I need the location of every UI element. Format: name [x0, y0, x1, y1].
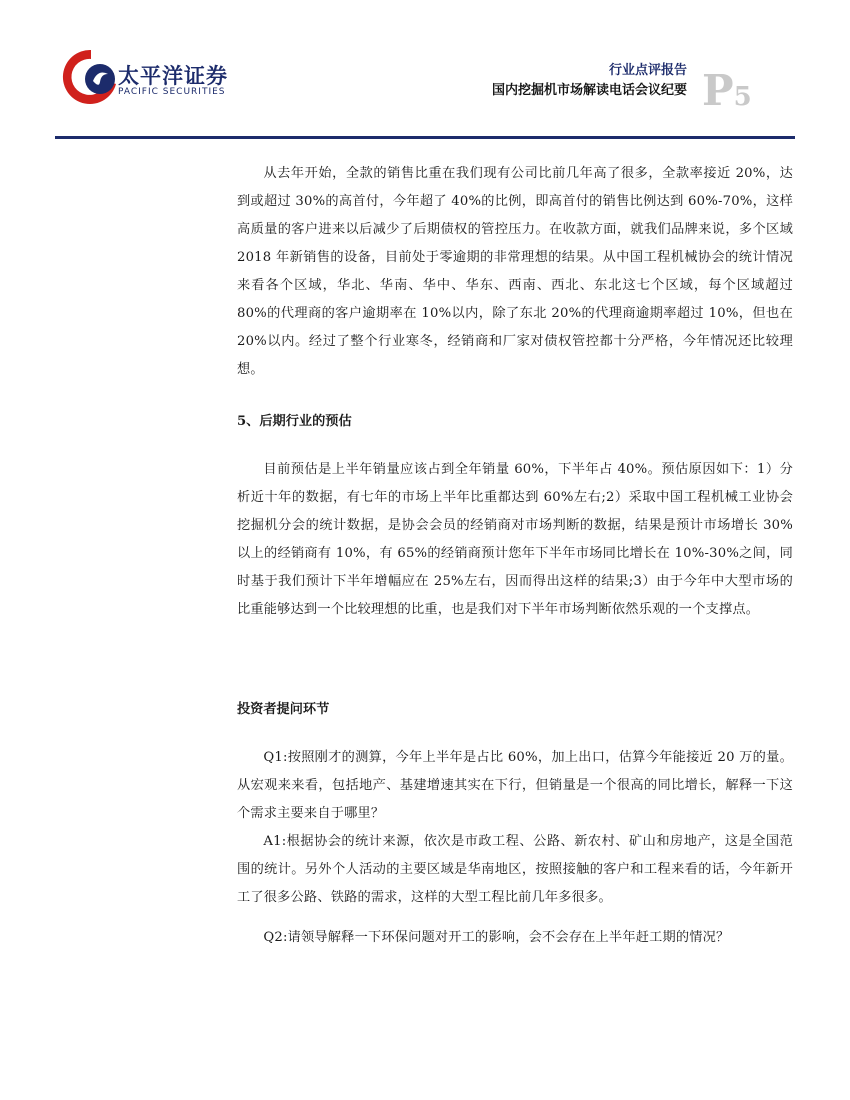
- logo-english-name: PACIFIC SECURITIES: [118, 87, 226, 97]
- logo-chinese-name: 太平洋证券: [118, 64, 228, 88]
- section-heading-forecast: 5、后期行业的预估: [237, 414, 352, 429]
- section-heading-qa: 投资者提问环节: [237, 702, 330, 717]
- question-1: Q1:按照刚才的测算，今年上半年是占比 60%，加上出口，估算今年能接近 20 万的量。从宏观来来看，包括地产、基建增速其实在下行，但销量是一个很高的同比增长，解释一下这个需求主要来自于哪里？: [237, 750, 793, 821]
- company-logo: [60, 44, 260, 110]
- paragraph-forecast: 目前预估是上半年销量应该占到全年销量 60%，下半年占 40%。预估原因如下：1）分析近十年的数据，有七年的市场上半年比重都达到 60%左右;2）采取中国工程机械工业协会挖掘机分会的统计数据，是协会会员的经销商对市场判断的数据，结果是预计市场增长 30%以上的经销商有 10%，有 65%的经销商预计您年下半年市场同比增长在 10%-30%之间，同时基于我们预计下半年增幅应在 25%左右，因而得出这样的结果;3）由于今年中大型市场的比重能够达到一个比较理想的比重，也是我们对下半年市场判断依然乐观的一个支撑点。: [237, 462, 793, 617]
- report-category: 行业点评报告: [608, 63, 687, 78]
- pacific-securities-logo-icon: [60, 44, 122, 110]
- question-2: Q2:请领导解释一下环保问题对开工的影响，会不会存在上半年赶工期的情况？: [263, 930, 730, 945]
- answer-1: A1:根据协会的统计来源，依次是市政工程、公路、新农村、矿山和房地产，这是全国范围的统计。另外个人活动的主要区域是华南地区，按照接触的客户和工程来看的话，今年新开工了很多公路、铁路的需求，这样的大型工程比前几年多很多。: [237, 834, 793, 905]
- report-body: [237, 160, 793, 952]
- paragraph-receivables: 从去年开始，全款的销售比重在我们现有公司比前几年高了很多，全款率接近 20%，达到或超过 30%的高首付，今年超了 40%的比例，即高首付的销售比例达到 60%-70%，这样高质量的客户进来以后减少了后期债权的管控压力。在收款方面，就我们品牌来说，多个区域 2018 年新销售的设备，目前处于零逾期的非常理想的结果。从中国工程机械协会的统计情况来看各个区域，华北、华南、华中、华东、西南、西北、东北这七个区域，每个区域超过 80%的代理商的客户逾期率在 10%以内，除了东北 20%的代理商逾期率超过 10%，但也在 20%以内。经过了整个行业寒冬，经销商和厂家对债权管控都十分严格，今年情况还比较理想。: [237, 166, 793, 377]
- header-divider: [55, 136, 795, 139]
- page-number: [702, 66, 752, 115]
- page-number-value: 5: [733, 82, 752, 112]
- report-title: 国内挖掘机市场解读电话会议纪要: [491, 83, 687, 98]
- page-number-prefix: P: [702, 66, 734, 115]
